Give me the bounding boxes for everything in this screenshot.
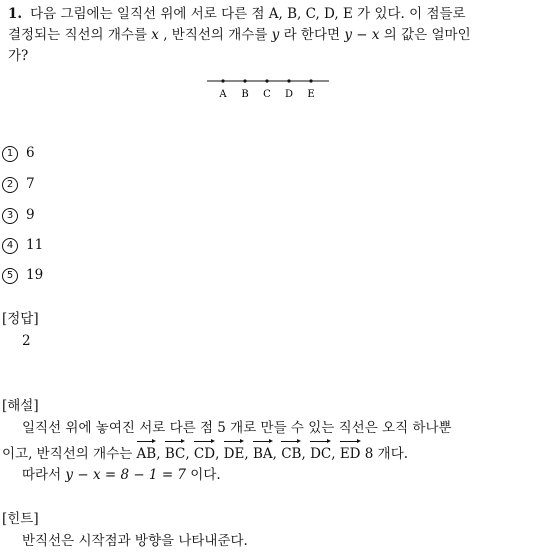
answer-heading: [정답] bbox=[2, 311, 39, 327]
choice-5[interactable] bbox=[2, 265, 43, 285]
point-b-label: B bbox=[241, 89, 249, 100]
choice-number-icon: 5 bbox=[2, 268, 18, 284]
choice-1[interactable] bbox=[2, 143, 35, 163]
choice-text: 9 bbox=[26, 207, 35, 223]
question-number: 1. bbox=[8, 6, 23, 22]
choice-text: 7 bbox=[26, 176, 35, 192]
ray-vector: AB bbox=[137, 439, 157, 465]
point-d-dot bbox=[287, 79, 290, 82]
point-d-label: D bbox=[284, 89, 294, 100]
question-line-3: 가? bbox=[8, 48, 29, 64]
point-e-label: E bbox=[307, 89, 315, 100]
choice-number-icon: 4 bbox=[2, 238, 18, 254]
ray-vector: ED bbox=[340, 439, 361, 465]
point-e-dot bbox=[309, 79, 312, 82]
point-a-label: A bbox=[219, 89, 227, 100]
ray-vector: CB bbox=[281, 439, 301, 465]
choice-text: 11 bbox=[26, 237, 44, 253]
question-line-1: 1. 다음 그림에는 일직선 위에 서로 다른 점 A, B, C, D, E 가 있다. 이 점들로 bbox=[8, 6, 466, 22]
line-points-figure bbox=[207, 73, 329, 101]
ray-vector: BC bbox=[165, 439, 186, 465]
hint-text: 반직선은 시작점과 방향을 나타내준다. bbox=[22, 533, 248, 549]
hint-heading: [힌트] bbox=[2, 511, 39, 527]
explanation-line-2: 이고, 반직선의 개수는 AB, BC, CD, DE, BA, CB, DC, ED 8 개다. bbox=[2, 439, 528, 465]
explanation-line-1: 일직선 위에 놓여진 서로 다른 점 5 개로 만들 수 있는 직선은 오직 하나뿐 bbox=[22, 420, 452, 436]
point-b-dot bbox=[243, 79, 246, 82]
choice-text: 19 bbox=[26, 267, 44, 283]
point-a-dot bbox=[221, 79, 224, 82]
math-expression: y − x = 8 − 1 = 7 bbox=[65, 467, 187, 483]
ray-vector: DC bbox=[310, 439, 331, 465]
answer-value: 2 bbox=[22, 333, 31, 349]
explanation-line-3: 따라서 y − x = 8 − 1 = 7 이다. bbox=[22, 467, 221, 483]
point-c-label: C bbox=[263, 89, 271, 100]
point-c-dot bbox=[265, 79, 268, 82]
question-line-2: 결정되는 직선의 개수를 x , 반직선의 개수를 y 라 한다면 y − x 의 값은 얼마인 bbox=[8, 27, 471, 43]
question-text bbox=[8, 4, 528, 67]
choice-2[interactable] bbox=[2, 174, 35, 194]
choice-number-icon: 3 bbox=[2, 208, 18, 224]
choice-number-icon: 1 bbox=[2, 146, 18, 162]
ray-vector: DE bbox=[224, 439, 245, 465]
explanation-heading: [해설] bbox=[2, 398, 39, 414]
choice-text: 6 bbox=[26, 145, 35, 161]
choice-4[interactable] bbox=[2, 235, 43, 255]
ray-list: AB, BC, CD, DE, BA, CB, DC, ED bbox=[137, 446, 361, 462]
ray-vector: CD bbox=[194, 439, 215, 465]
choice-3[interactable] bbox=[2, 205, 35, 225]
ray-vector: BA bbox=[253, 439, 273, 465]
choice-number-icon: 2 bbox=[2, 177, 18, 193]
